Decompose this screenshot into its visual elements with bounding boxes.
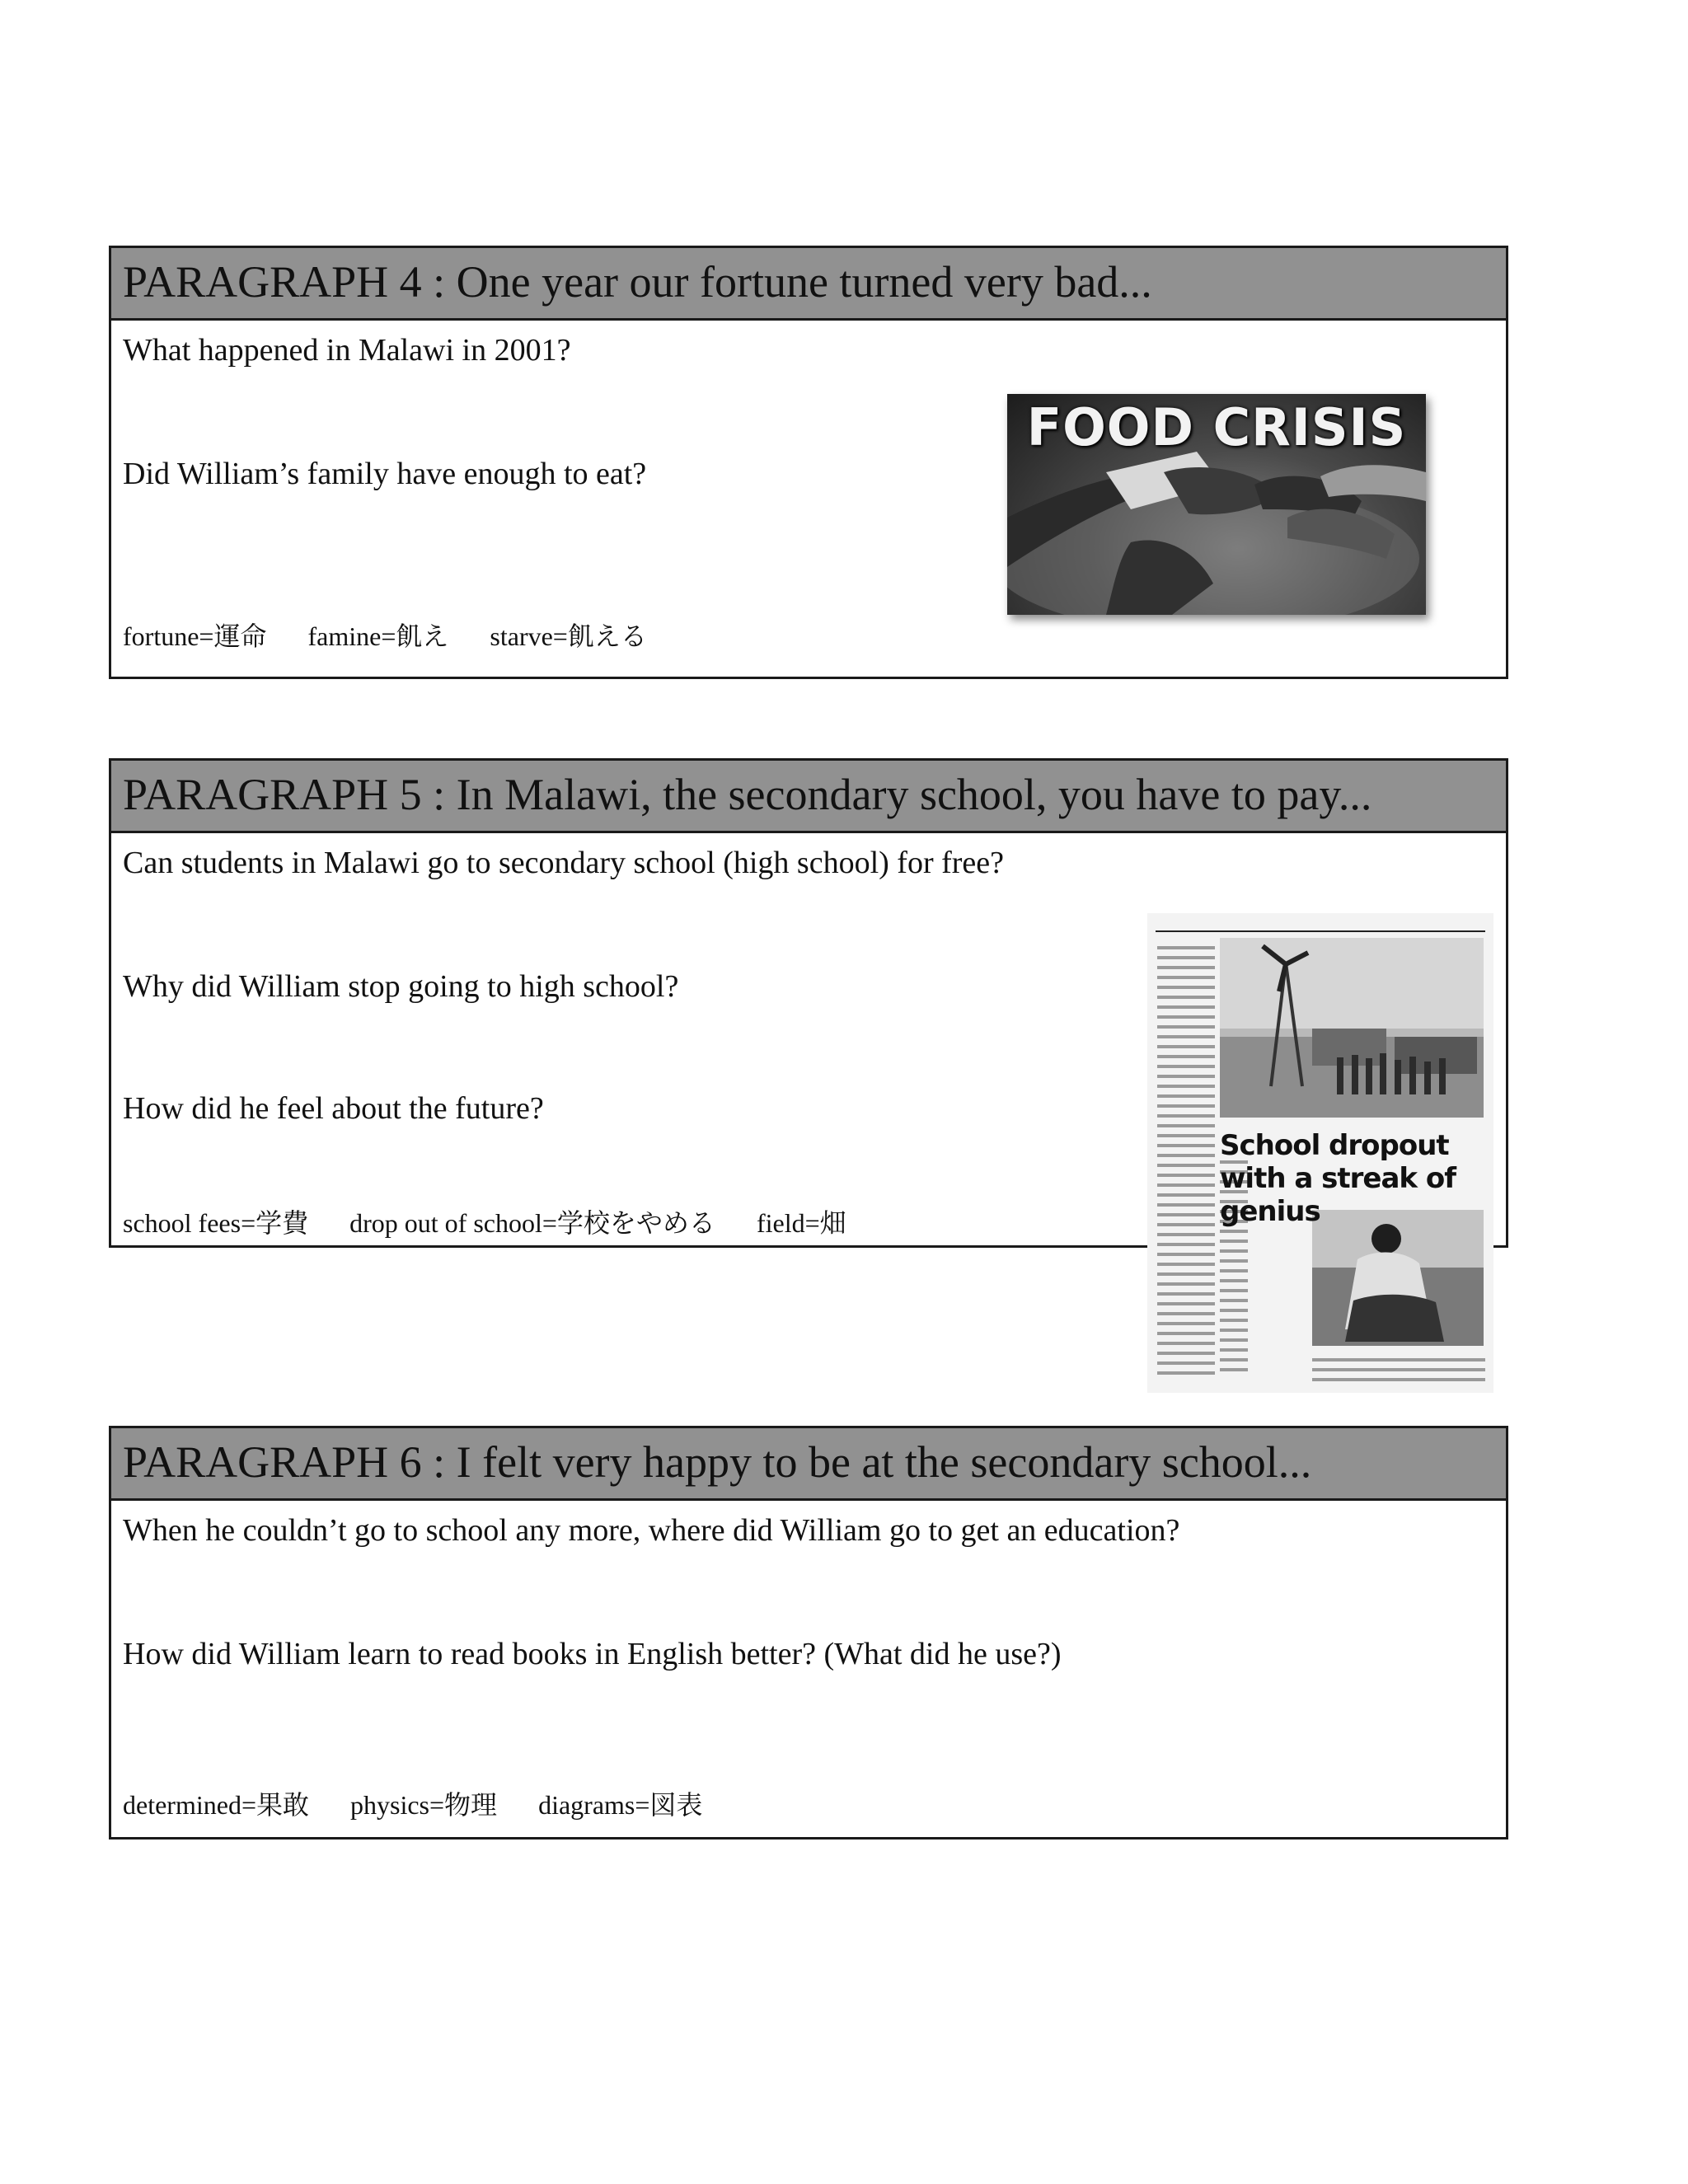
food-crisis-title: FOOD CRISIS [1026, 397, 1407, 457]
vocab-item: physics=物理 [350, 1790, 498, 1820]
question: Can students in Malawi go to secondary school (high school) for free? [123, 846, 1005, 880]
vocab-item: field=畑 [756, 1208, 846, 1238]
paragraph-6-box [109, 1426, 1508, 1840]
question: How did William learn to read books in English better? (What did he use?) [123, 1637, 1062, 1671]
vocab-item: famine=飢え [307, 621, 449, 651]
paragraph-4-header: PARAGRAPH 4 : One year our fortune turned very bad... [111, 248, 1506, 321]
newspaper-headline: School dropout with a streak of genius [1220, 1129, 1456, 1228]
question: Why did William stop going to high school? [123, 969, 679, 1004]
vocab-item: drop out of school=学校をやめる [349, 1208, 715, 1238]
vocabulary-line [123, 1784, 737, 1822]
question: When he couldn’t go to school any more, where did William go to get an education? [123, 1513, 1180, 1548]
paragraph-6-header: PARAGRAPH 6 : I felt very happy to be at the secondary school... [111, 1428, 1506, 1501]
vocab-item: starve=飢える [490, 621, 647, 651]
vocab-item: fortune=運命 [123, 621, 267, 651]
question: Did William’s family have enough to eat? [123, 457, 647, 491]
vocabulary-line [123, 616, 682, 654]
vocab-item: diagrams=図表 [538, 1790, 703, 1820]
vocab-item: school fees=学費 [123, 1208, 309, 1238]
vocabulary-line [123, 1202, 881, 1240]
paragraph-5-header: PARAGRAPH 5 : In Malawi, the secondary school, you have to pay... [111, 761, 1506, 833]
question: How did he feel about the future? [123, 1091, 544, 1126]
question: What happened in Malawi in 2001? [123, 333, 571, 368]
vocab-item: determined=果敢 [123, 1790, 309, 1820]
food-crisis-photo [1007, 394, 1426, 615]
